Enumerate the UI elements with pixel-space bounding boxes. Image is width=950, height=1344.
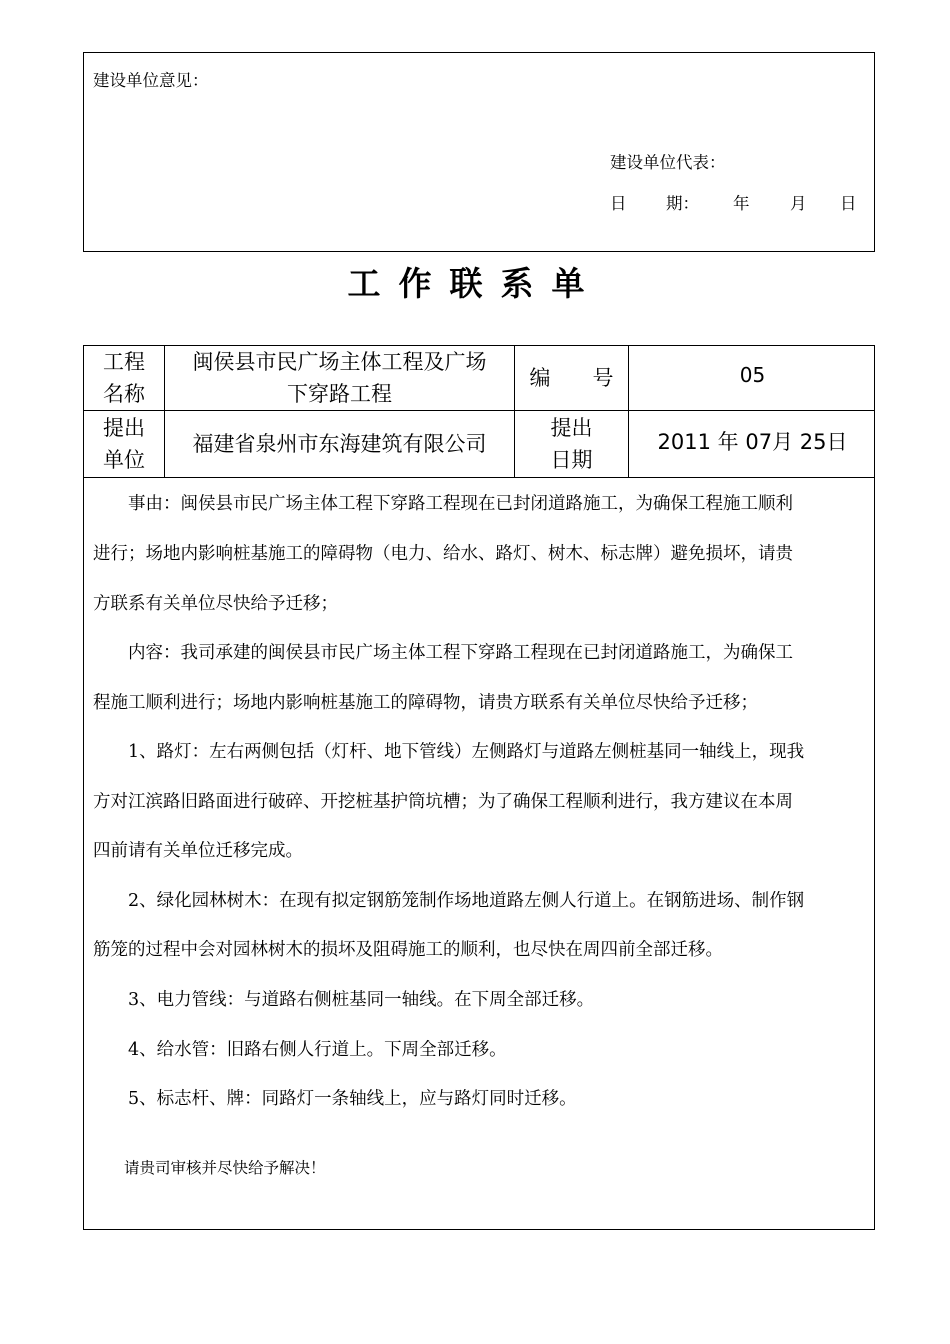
project-name-line2: 下穿路工程: [287, 382, 392, 406]
body-line: 1、路灯：左右两侧包括（灯杆、地下管线）左侧路灯与道路左侧桩基同一轴线上，现我: [93, 742, 805, 762]
submit-date-label-line2: 日期: [550, 448, 593, 472]
number-label: 编 号: [529, 366, 614, 390]
date-label-char: 日: [610, 194, 627, 213]
submitter-value: 福建省泉州市东海建筑有限公司: [192, 432, 487, 456]
body-line: 事由：闽侯县市民广场主体工程下穿路工程现在已封闭道路施工，为确保工程施工顺利: [93, 494, 793, 514]
work-contact-form: [83, 345, 875, 1230]
body-line: 5、标志杆、牌：同路灯一条轴线上，应与路灯同时迁移。: [93, 1089, 577, 1109]
project-name-value: [165, 346, 514, 410]
date-year-unit: 年: [717, 430, 739, 454]
month-label: 月: [790, 194, 807, 213]
submitter-label-line1: 提出: [103, 416, 145, 440]
date-month: 07: [745, 430, 773, 454]
body-line: 2、绿化园林树木：在现有拟定钢筋笼制作场地道路左侧人行道上。在钢筋进场、制作钢: [93, 891, 805, 911]
row-divider: [84, 477, 874, 478]
closing-request: 请贵司审核并尽快给予解决！: [124, 1159, 326, 1177]
submit-date-label-line1: 提出: [550, 416, 593, 440]
date-day: 25: [799, 430, 827, 454]
date-year: 2011: [657, 430, 711, 454]
date-label-colon: 期：: [666, 194, 699, 213]
body-line: 程施工顺利进行；场地内影响桩基施工的障碍物，请贵方联系有关单位尽快给予迁移；: [93, 693, 758, 713]
submitter-label: [84, 411, 164, 477]
body-line: 筋笼的过程中会对园林树木的损坏及阻碍施工的顺利，也尽快在周四前全部迁移。: [93, 940, 723, 960]
body-line: 进行；场地内影响桩基施工的障碍物（电力、给水、路灯、树木、标志牌）避免损坏，请贵: [93, 544, 793, 564]
project-name-label: [84, 346, 164, 410]
submit-date-label: [515, 411, 628, 477]
submitter-label-line2: 单位: [103, 448, 145, 472]
year-label: 年: [733, 194, 750, 213]
page-title: 工作联系单: [347, 264, 603, 303]
day-label: 日: [840, 194, 857, 213]
number-value: 05: [739, 363, 766, 387]
date-month-unit: 月: [772, 430, 794, 454]
date-day-unit: 日: [826, 430, 848, 454]
owner-opinion-label: 建设单位意见：: [93, 71, 209, 90]
body-line: 方联系有关单位尽快给予迁移；: [93, 594, 338, 614]
owner-opinion-box: [83, 52, 875, 252]
project-name-line1: 闽侯县市民广场主体工程及广场: [192, 350, 487, 374]
submit-date-value: [629, 411, 876, 473]
body-line: 内容：我司承建的闽侯县市民广场主体工程下穿路工程现在已封闭道路施工，为确保工: [93, 643, 793, 663]
body-line: 3、电力管线：与道路右侧桩基同一轴线。在下周全部迁移。: [93, 990, 595, 1010]
owner-representative-label: 建设单位代表：: [610, 153, 726, 172]
project-label-line1: 工程: [103, 350, 145, 374]
body-line: 4、给水管：旧路右侧人行道上。下周全部迁移。: [93, 1040, 507, 1060]
body-line: 四前请有关单位迁移完成。: [93, 841, 303, 861]
body-line: 方对江滨路旧路面进行破碎、开挖桩基护筒坑槽；为了确保工程顺利进行，我方建议在本周: [93, 792, 793, 812]
project-label-line2: 名称: [103, 382, 145, 406]
